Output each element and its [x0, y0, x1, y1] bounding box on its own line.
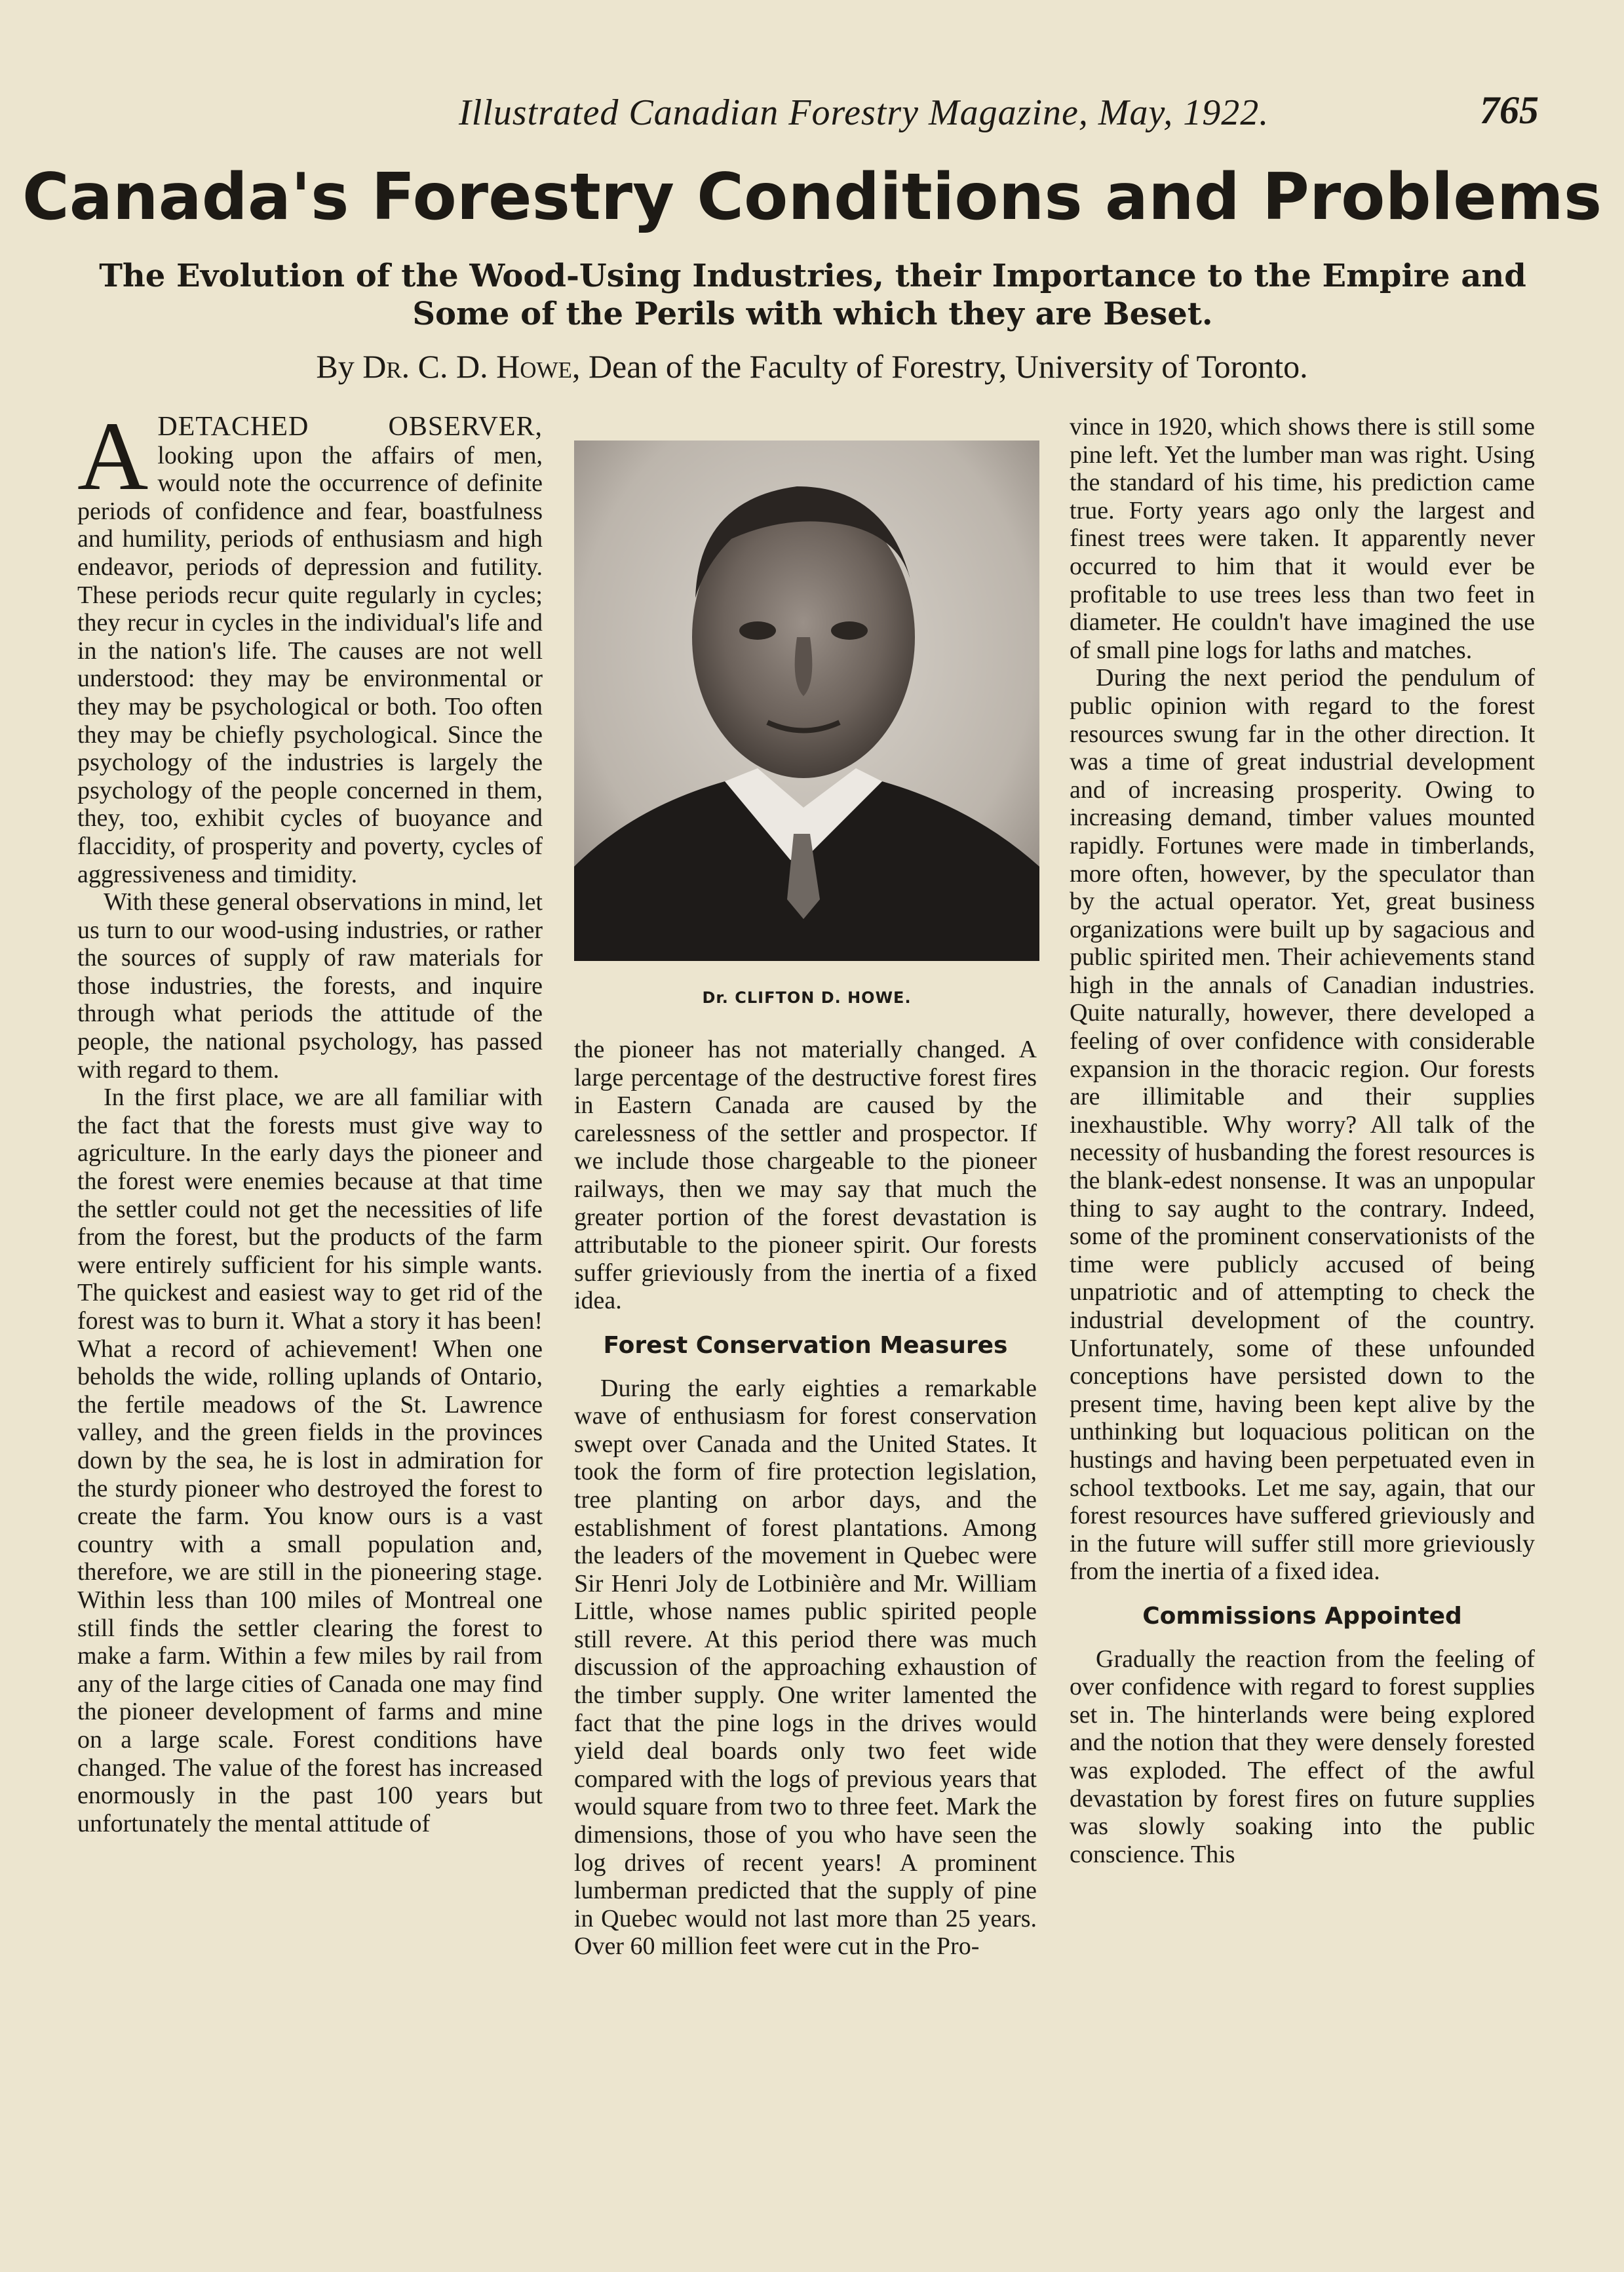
- paragraph-conservation: During the early eighties a remarkable wave of enthusiasm for forest conservation swept over Canada and the United States. It took the form of fire protection legislation, tree planting on arbor days, and the establishment of forest plantations. Among the leaders of the movement in Quebec were Sir Henri Joly de Lotbinière and Mr. William Little, whose names public spirited people still revere. At this period there was much discussion of the approaching exhaustion of the timber supply. One writer lamented the fact that the pine logs in the drives would yield deal boards only two feet wide compared with the logs of previous years that would square from two to three feet. Mark the dimensions, those of you who have seen the log drives of recent years! A prominent lumberman predicted that the supply of pine in Quebec would not last more than 25 years. Over 60 million feet were cut in the Pro-: [574, 1374, 1037, 1961]
- author-name: Dr. C. D. Howe,: [362, 348, 581, 385]
- section-heading-conservation: Forest Conservation Measures: [603, 1331, 1008, 1359]
- article-subtitle: The Evolution of the Wood-Using Industries, their Importance to the Empire and Some of the Perils with which they are Beset.: [99, 258, 1526, 332]
- paragraph-commissions: Gradually the reaction from the feeling of over confidence with regard to forest supplies set in. The hinterlands were being explored and the notion that they were densely forested was exploded. The effect of the awful devastation by forest fires on future supplies was slowly soaking into the public conscience. This: [1070, 1645, 1535, 1868]
- article-title: Canada's Forestry Conditions and Problems: [22, 160, 1602, 235]
- paragraph-1: [77, 402, 543, 888]
- paragraph-continued: the pioneer has not materially changed. A large percentage of the destructive forest fires in Eastern Canada are caused by the carelessness of the settler and prospector. If we include those chargeable to the pioneer railways, then we may say that much the greater portion of the forest devastation is attributable to the pioneer spirit. Our forests suffer grieviously from the inertia of a fixed idea.: [574, 1036, 1037, 1315]
- running-title: Illustrated Canadian Forestry Magazine, May, 1922.: [459, 92, 1269, 133]
- column-3: [1070, 413, 1535, 1868]
- byline: [0, 347, 1624, 385]
- photo-caption: Dr. CLIFTON D. HOWE.: [702, 989, 912, 1007]
- drop-cap: A: [77, 402, 149, 511]
- column-1: [77, 402, 543, 1837]
- portrait-photo: [574, 441, 1039, 961]
- page-header: [0, 88, 1624, 144]
- column-2: [574, 1036, 1037, 1961]
- author-portrait: [574, 441, 1039, 961]
- paragraph-pendulum: During the next period the pendulum of public opinion with regard to the forest resources swung far in the other direction. It was a time of great industrial development and of increasing prosperity. Owing to increasing demand, timber values mounted rapidly. Fortunes were made in timberlands, more often, however, by the speculator than by the actual operator. Yet, great business organizations were built up by sagacious and public spirited men. Their achievements stand high in the annals of Canadian industries. Quite naturally, however, there developed a feeling of over confidence with considerable expansion in the thoracic region. Our forests are illimitable and their supplies inexhaustible. Why worry? All talk of the necessity of husbanding the forest resources is the blank-edest nonsense. It was an unpopular thing to say aught to the contrary. Indeed, some of the prominent conservationists of the time were publicly accused of being unpatriotic and of attempting to check the industrial development of the country. Unfortunately, some of these unfounded conceptions have persisted down to the present time, having been kept alive by the unthinking but loquacious politican on the hustings and having been perpetuated even in school textbooks. Let me say, again, that our forest resources have suffered grieviously and in the future will suffer still more grieviously from the inertia of a fixed idea.: [1070, 664, 1535, 1586]
- paragraph-2: With these general observations in mind, let us turn to our wood-using industries, or rather the sources of supply of raw materials for those industries, the forests, and inquire through what periods the attitude of the people, the national psychology, has passed with regard to them.: [77, 888, 543, 1084]
- author-role: Dean of the Faculty of Forestry, University of Toronto.: [588, 348, 1308, 385]
- byline-prefix: By: [316, 348, 355, 385]
- section-heading-commissions: Commissions Appointed: [1142, 1602, 1462, 1630]
- paragraph-1-text: looking upon the affairs of men, would note the occurrence of definite periods of confidence and fear, boastfulness and humility, periods of enthusiasm and high endeavor, periods of depression and futility. These periods recur quite regularly in cycles; they recur in cycles in the individual's life and in the nation's life. The causes are not well understood: they may be environmental or they may be psychological or both. Too often they may be chiefly psychological. Since the psychology of the industries is largely the psychology of the people concerned in them, they, too, exhibit cycles of buoyance and flaccidity, of prosperity and poverty, cycles of aggressiveness and timidity.: [77, 441, 543, 888]
- page-number: 765: [1480, 88, 1539, 132]
- lead-in: DETACHED OBSERVER,: [157, 412, 543, 442]
- paragraph-continued-2: vince in 1920, which shows there is still some pine left. Yet the lumber man was right. Using the standard of his time, his prediction came true. Forty years ago only the largest and finest trees were taken. It apparently never occurred to him that it would ever be profitable to use trees less than two feet in diameter. He couldn't have imagined the use of small pine logs for laths and matches.: [1070, 413, 1535, 664]
- paragraph-3: In the first place, we are all familiar with the fact that the forests must give way to agriculture. In the early days the pioneer and the forest were enemies because at that time the settler could not get the necessities of life from the forest, but the products of the farm were entirely sufficient for his simple wants. The quickest and easiest way to get rid of the forest was to burn it. What a story it has been! What a record of achievement! When one beholds the wide, rolling uplands of Ontario, the fertile meadows of the St. Lawrence valley, and the green fields in the provinces down by the sea, he is lost in admiration for the sturdy pioneer who destroyed the forest to create the farm. You know ours is a vast country with a small population and, therefore, we are still in the pioneering stage. Within less than 100 miles of Montreal one still finds the settler clearing the forest to make a farm. Within a few miles by rail from any of the large cities of Canada one may find the pioneer development of farms and mine on a large scale. Forest conditions have changed. The value of the forest has increased enormously in the past 100 years but unfortunately the mental attitude of: [77, 1084, 543, 1837]
